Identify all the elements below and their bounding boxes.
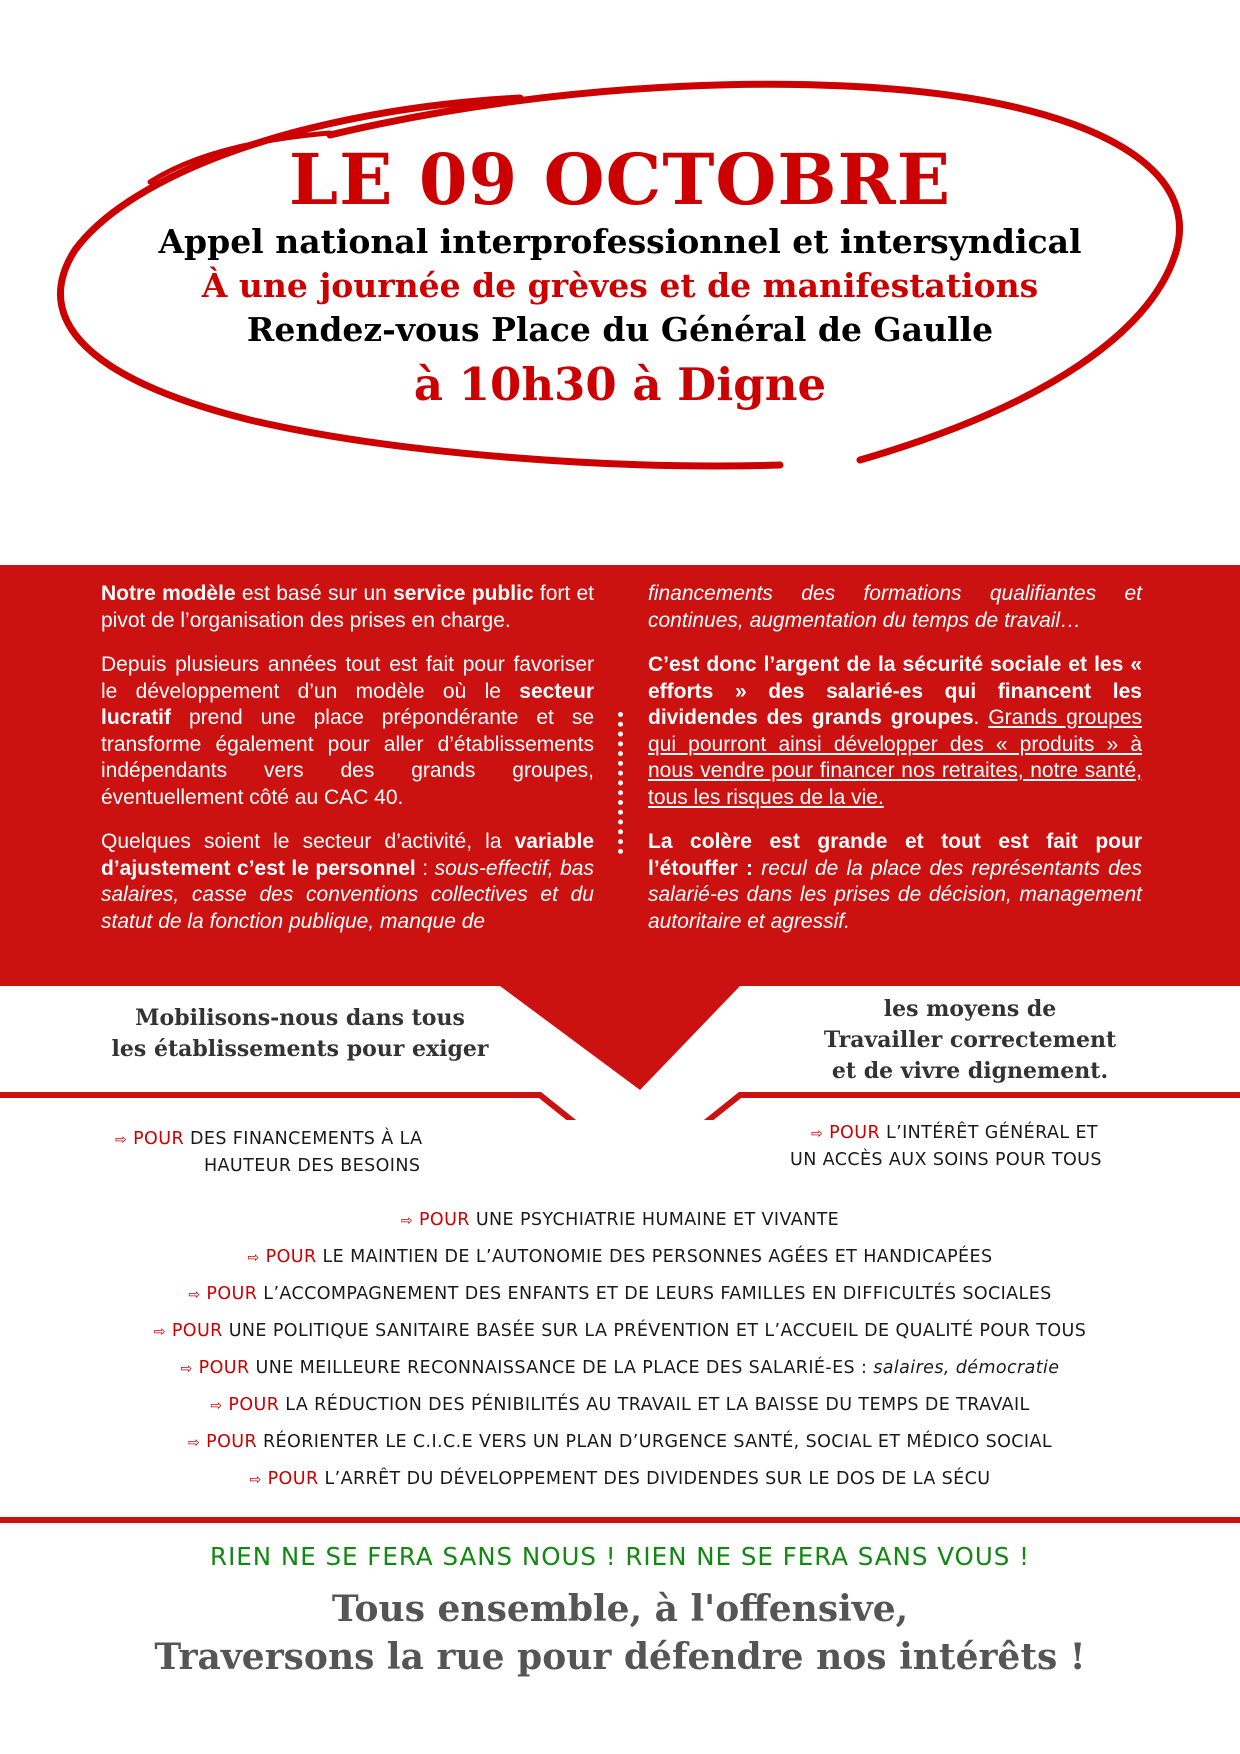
mobilize-right-text: les moyens de Travailler correctement et de vivre dignement. — [823, 996, 1117, 1084]
header-line-meeting-place: Rendez-vous Place du Général de Gaulle — [246, 310, 994, 349]
event-date-title: LE 09 OCTOBRE — [288, 138, 952, 221]
header-line-strike: À une journée de grèves et de manifestations — [201, 266, 1039, 305]
demand-item: ⇨ POUR RÉORIENTER LE C.I.C.E VERS UN PLAN D’URGENCE SANTÉ, SOCIAL ET MÉDICO SOCIAL — [188, 1432, 1052, 1452]
right-paragraph-3: La colère est grande et tout est fait pour l’étouffer : recul de la place des représentants des salarié-es dans les prises de décision, management autoritaire et agressif. — [648, 830, 1142, 933]
right-text-column — [648, 581, 1142, 953]
mobilize-left-text: Mobilisons-nous dans tous les établissements pour exiger — [111, 1005, 489, 1062]
demand-item: ⇨ POUR UNE MEILLEURE RECONNAISSANCE DE LA PLACE DES SALARIÉ-ES : salaires, démocratie — [180, 1358, 1060, 1378]
demand-item: ⇨ POUR L’ARRÊT DU DÉVELOPPEMENT DES DIVIDENDES SUR LE DOS DE LA SÉCU — [249, 1469, 991, 1489]
column-divider — [618, 712, 623, 854]
right-paragraph-1: financements des formations qualifiantes et continues, augmentation du temps de travail… — [648, 582, 1142, 632]
left-paragraph-1: Notre modèle est basé sur un service public fort et pivot de l’organisation des prises en charge. — [101, 582, 594, 632]
demand-financements: ⇨ POUR DES FINANCEMENTS À LA HAUTEUR DES BESOINS — [115, 1129, 423, 1176]
demand-item: ⇨ POUR LA RÉDUCTION DES PÉNIBILITÉS AU TRAVAIL ET LA BAISSE DU TEMPS DE TRAVAIL — [210, 1395, 1030, 1415]
footer-divider — [0, 1517, 1240, 1523]
right-paragraph-2: C’est donc l’argent de la sécurité sociale et les « efforts » des salarié-es qui financent les dividendes des grands groupes. Grands groupes qui pourront ainsi développer des « produits » à nous vendre pour financer nos retraites, notre santé, tous les risques de la vie. — [648, 653, 1143, 809]
header-line-time-place: à 10h30 à Digne — [413, 358, 827, 411]
header-line-appeal: Appel national interprofessionnel et intersyndical — [158, 222, 1082, 261]
demand-item: ⇨ POUR LE MAINTIEN DE L’AUTONOMIE DES PERSONNES AGÉES ET HANDICAPÉES — [247, 1247, 993, 1267]
demand-item: ⇨ POUR L’ACCOMPAGNEMENT DES ENFANTS ET DE LEURS FAMILLES EN DIFFICULTÉS SOCIALES — [188, 1284, 1052, 1304]
demand-item: ⇨ POUR UNE POLITIQUE SANITAIRE BASÉE SUR LA PRÉVENTION ET L’ACCUEIL DE QUALITÉ POUR TOUS — [153, 1321, 1087, 1341]
demand-item: ⇨ POUR UNE PSYCHIATRIE HUMAINE ET VIVANTE — [400, 1210, 840, 1230]
left-paragraph-2: Depuis plusieurs années tout est fait pour favoriser le développement d’un modèle où le secteur lucratif prend une place prépondérante et se transforme également pour aller d’établissements indépendants vers des grands groupes, éventuellement côté au CAC 40. — [101, 653, 594, 809]
final-slogan-line-1: Tous ensemble, à l'offensive, — [331, 1588, 909, 1630]
demand-interet-general: ⇨ POUR L’INTÉRÊT GÉNÉRAL ET UN ACCÈS AUX SOINS POUR TOUS — [790, 1123, 1102, 1170]
left-text-column — [101, 581, 594, 953]
final-slogan-line-2: Traversons la rue pour défendre nos intérêts ! — [154, 1636, 1086, 1678]
left-paragraph-3: Quelques soient le secteur d’activité, la variable d’ajustement c’est le personnel : sous-effectif, bas salaires, casse des conventions collectives et du statut de la fonction publique, manque de — [101, 830, 594, 933]
slogan-green: RIEN NE SE FERA SANS NOUS ! RIEN NE SE FERA SANS VOUS ! — [210, 1542, 1030, 1571]
